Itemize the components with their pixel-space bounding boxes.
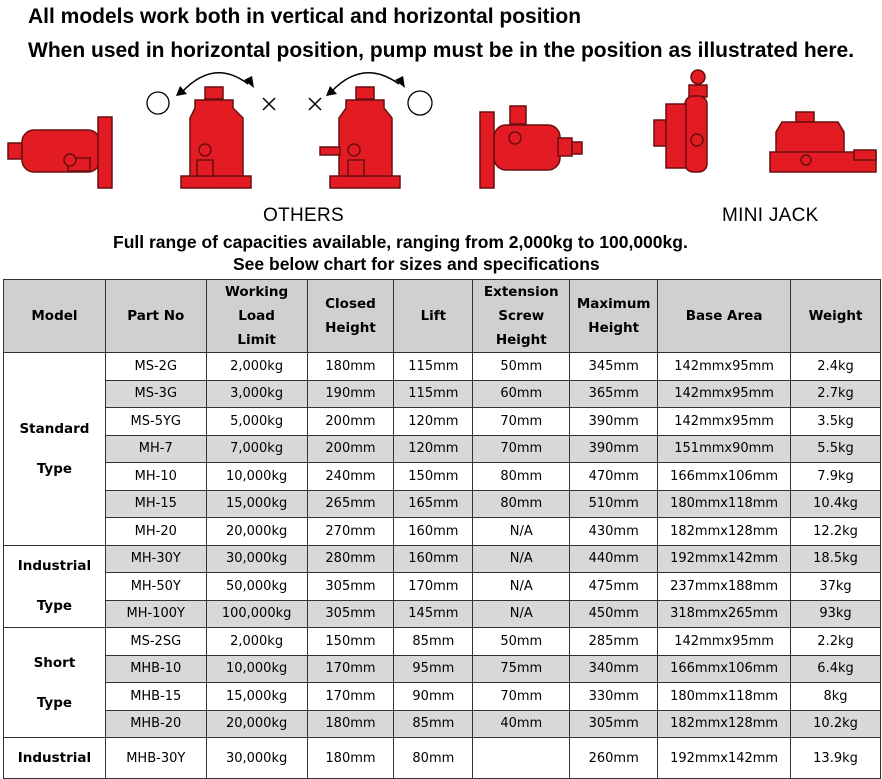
- table-row: [4, 573, 881, 601]
- table-cell: 70mm: [473, 408, 570, 436]
- table-cell: MH-15: [105, 490, 206, 518]
- table-cell: N/A: [473, 573, 570, 601]
- table-cell: 260mm: [570, 738, 658, 779]
- table-cell: 12.2kg: [791, 518, 881, 546]
- table-cell: 305mm: [570, 710, 658, 738]
- model-group-label: Standard: [19, 420, 90, 437]
- table-row: [4, 710, 881, 738]
- table-cell: 192mmx142mm: [658, 738, 791, 779]
- table-cell: 5,000kg: [206, 408, 307, 436]
- table-cell: 8kg: [791, 683, 881, 711]
- model-group-label: Type: [36, 460, 73, 477]
- table-cell: 70mm: [473, 435, 570, 463]
- table-cell: MH-10: [105, 463, 206, 491]
- table-cell: 115mm: [394, 353, 473, 381]
- table-cell: 192mmx142mm: [658, 545, 791, 573]
- table-cell: 142mmx95mm: [658, 408, 791, 436]
- table-cell: MHB-20: [105, 710, 206, 738]
- table-row: [4, 738, 881, 779]
- table-cell: MS-5YG: [105, 408, 206, 436]
- model-group-label: Type: [36, 598, 73, 615]
- table-cell: 120mm: [394, 435, 473, 463]
- table-cell: 340mm: [570, 655, 658, 683]
- table-cell: MH-7: [105, 435, 206, 463]
- header-extension-screw-height: Extension Screw Height: [473, 280, 570, 353]
- model-group-label: Type: [36, 694, 73, 711]
- table-cell: 170mm: [394, 573, 473, 601]
- model-group-cell: [4, 545, 106, 628]
- table-cell: 30,000kg: [206, 545, 307, 573]
- table-cell: 190mm: [307, 380, 394, 408]
- table-cell: 7,000kg: [206, 435, 307, 463]
- table-cell: 95mm: [394, 655, 473, 683]
- table-cell: 270mm: [307, 518, 394, 546]
- table-cell: MS-3G: [105, 380, 206, 408]
- table-cell: 237mmx188mm: [658, 573, 791, 601]
- table-cell: MH-100Y: [105, 600, 206, 628]
- table-cell: 180mmx118mm: [658, 683, 791, 711]
- mini-jack-icon: [770, 112, 876, 172]
- orientation-illustration: [0, 0, 882, 210]
- table-row: [4, 490, 881, 518]
- table-cell: 80mm: [394, 738, 473, 779]
- table-cell: 30,000kg: [206, 738, 307, 779]
- model-group-label: Industrial: [17, 750, 92, 766]
- capacity-range-note: Full range of capacities available, ranging from 2,000kg to 100,000kg.: [113, 232, 688, 252]
- table-cell: [473, 738, 570, 779]
- bottle-jack-icon: [181, 87, 251, 188]
- bottle-jack-pump-icon: [320, 87, 400, 188]
- table-cell: 10.2kg: [791, 710, 881, 738]
- table-cell: 160mm: [394, 518, 473, 546]
- table-cell: 160mm: [394, 545, 473, 573]
- others-label: OTHERS: [263, 205, 344, 226]
- table-cell: 166mmx106mm: [658, 655, 791, 683]
- table-row: [4, 628, 881, 656]
- horizontal-jack-left-icon: [480, 106, 582, 188]
- table-cell: 93kg: [791, 600, 881, 628]
- table-cell: MHB-30Y: [105, 738, 206, 779]
- table-cell: 200mm: [307, 408, 394, 436]
- model-group-cell: [4, 628, 106, 738]
- model-group-label: Short: [33, 654, 76, 671]
- model-group-label: Industrial: [17, 558, 92, 575]
- table-cell: 20,000kg: [206, 518, 307, 546]
- table-cell: 285mm: [570, 628, 658, 656]
- table-cell: 2.4kg: [791, 353, 881, 381]
- table-cell: 305mm: [307, 573, 394, 601]
- table-cell: 3.5kg: [791, 408, 881, 436]
- table-cell: 450mm: [570, 600, 658, 628]
- table-cell: 475mm: [570, 573, 658, 601]
- header-lift: Lift: [394, 280, 473, 353]
- table-row: [4, 655, 881, 683]
- table-cell: 365mm: [570, 380, 658, 408]
- table-header-row: [4, 280, 881, 353]
- table-cell: 80mm: [473, 490, 570, 518]
- table-cell: 440mm: [570, 545, 658, 573]
- table-cell: 265mm: [307, 490, 394, 518]
- table-cell: 145mm: [394, 600, 473, 628]
- specification-table: [3, 279, 881, 779]
- table-cell: MS-2G: [105, 353, 206, 381]
- table-row: [4, 683, 881, 711]
- table-cell: 7.9kg: [791, 463, 881, 491]
- horizontal-jack-icon: [8, 117, 112, 188]
- table-cell: 5.5kg: [791, 435, 881, 463]
- header-weight: Weight: [791, 280, 881, 353]
- circle-ok-icon: [147, 92, 169, 114]
- table-cell: 280mm: [307, 545, 394, 573]
- headline-orientation: All models work both in vertical and horizontal position: [28, 5, 582, 28]
- cross-no-icon: [263, 98, 321, 110]
- table-row: [4, 408, 881, 436]
- table-cell: 180mmx118mm: [658, 490, 791, 518]
- table-cell: 182mmx128mm: [658, 710, 791, 738]
- mini-jack-label: MINI JACK: [722, 205, 819, 226]
- table-cell: 70mm: [473, 683, 570, 711]
- table-cell: 13.9kg: [791, 738, 881, 779]
- table-cell: 100,000kg: [206, 600, 307, 628]
- table-cell: 90mm: [394, 683, 473, 711]
- table-cell: 470mm: [570, 463, 658, 491]
- table-cell: 3,000kg: [206, 380, 307, 408]
- table-cell: MH-30Y: [105, 545, 206, 573]
- table-cell: 2,000kg: [206, 353, 307, 381]
- table-row: [4, 545, 881, 573]
- table-cell: MH-20: [105, 518, 206, 546]
- table-cell: 50,000kg: [206, 573, 307, 601]
- table-cell: 85mm: [394, 628, 473, 656]
- table-cell: 18.5kg: [791, 545, 881, 573]
- table-row: [4, 353, 881, 381]
- table-cell: 318mmx265mm: [658, 600, 791, 628]
- header-working-load-limit: Working Load Limit: [206, 280, 307, 353]
- table-cell: 50mm: [473, 353, 570, 381]
- table-cell: 2.2kg: [791, 628, 881, 656]
- table-cell: 40mm: [473, 710, 570, 738]
- circle-ok-icon: [408, 91, 432, 115]
- header-part-no: Part No: [105, 280, 206, 353]
- table-cell: 150mm: [394, 463, 473, 491]
- table-cell: 142mmx95mm: [658, 353, 791, 381]
- table-cell: 430mm: [570, 518, 658, 546]
- table-cell: 10,000kg: [206, 655, 307, 683]
- table-cell: 2.7kg: [791, 380, 881, 408]
- table-cell: 150mm: [307, 628, 394, 656]
- model-group-cell: [4, 738, 106, 779]
- table-cell: 180mm: [307, 710, 394, 738]
- table-cell: 165mm: [394, 490, 473, 518]
- table-row: [4, 518, 881, 546]
- table-cell: 2,000kg: [206, 628, 307, 656]
- table-cell: 20,000kg: [206, 710, 307, 738]
- table-cell: 6.4kg: [791, 655, 881, 683]
- headline-pump-position: When used in horizontal position, pump must be in the position as illustrated here.: [28, 39, 855, 62]
- header-closed-height: Closed Height: [307, 280, 394, 353]
- table-row: [4, 380, 881, 408]
- table-cell: 142mmx95mm: [658, 628, 791, 656]
- table-cell: MHB-15: [105, 683, 206, 711]
- table-cell: 510mm: [570, 490, 658, 518]
- mini-jack-vertical-icon: [654, 70, 707, 172]
- table-cell: 60mm: [473, 380, 570, 408]
- table-cell: 75mm: [473, 655, 570, 683]
- table-cell: 390mm: [570, 435, 658, 463]
- table-row: [4, 435, 881, 463]
- table-cell: N/A: [473, 600, 570, 628]
- table-row: [4, 463, 881, 491]
- table-cell: 80mm: [473, 463, 570, 491]
- table-cell: 330mm: [570, 683, 658, 711]
- table-cell: 170mm: [307, 655, 394, 683]
- table-cell: 50mm: [473, 628, 570, 656]
- header-base-area: Base Area: [658, 280, 791, 353]
- table-cell: 142mmx95mm: [658, 380, 791, 408]
- table-cell: 151mmx90mm: [658, 435, 791, 463]
- table-row: [4, 600, 881, 628]
- table-cell: 170mm: [307, 683, 394, 711]
- table-cell: 10,000kg: [206, 463, 307, 491]
- table-cell: N/A: [473, 518, 570, 546]
- table-cell: MHB-10: [105, 655, 206, 683]
- table-cell: 182mmx128mm: [658, 518, 791, 546]
- table-cell: 180mm: [307, 738, 394, 779]
- table-cell: MS-2SG: [105, 628, 206, 656]
- table-cell: 85mm: [394, 710, 473, 738]
- table-cell: 390mm: [570, 408, 658, 436]
- table-cell: 166mmx106mm: [658, 463, 791, 491]
- table-cell: 15,000kg: [206, 490, 307, 518]
- table-cell: N/A: [473, 545, 570, 573]
- table-cell: 180mm: [307, 353, 394, 381]
- table-cell: 240mm: [307, 463, 394, 491]
- chart-reference-note: See below chart for sizes and specifications: [233, 254, 600, 274]
- table-cell: 200mm: [307, 435, 394, 463]
- header-maximum-height: Maximum Height: [570, 280, 658, 353]
- table-cell: 345mm: [570, 353, 658, 381]
- table-cell: MH-50Y: [105, 573, 206, 601]
- table-cell: 15,000kg: [206, 683, 307, 711]
- header-model: Model: [4, 280, 106, 353]
- model-group-cell: [4, 353, 106, 546]
- table-cell: 37kg: [791, 573, 881, 601]
- table-cell: 10.4kg: [791, 490, 881, 518]
- table-cell: 120mm: [394, 408, 473, 436]
- table-cell: 305mm: [307, 600, 394, 628]
- table-cell: 115mm: [394, 380, 473, 408]
